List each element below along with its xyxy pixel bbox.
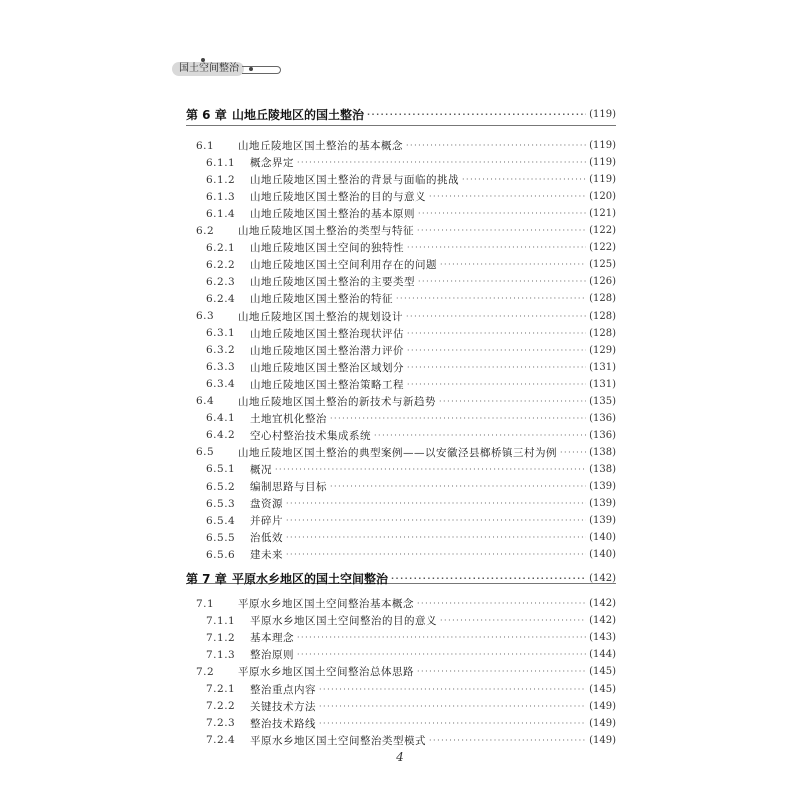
toc-subsection-entry[interactable] bbox=[186, 188, 616, 205]
toc-entry-title: 山地丘陵地区国土整治的典型案例——以安徽泾县榔桥镇三村为例 bbox=[238, 446, 557, 459]
toc-chapter-entry[interactable] bbox=[186, 104, 616, 124]
toc-entry-number: 6.3 bbox=[196, 310, 215, 322]
header-decor-line bbox=[242, 66, 281, 74]
toc-leader-dots bbox=[286, 550, 586, 559]
toc-leader-dots bbox=[367, 110, 586, 119]
toc-entry-page: (138) bbox=[589, 446, 616, 458]
toc-subsection-entry[interactable] bbox=[186, 732, 616, 749]
toc-entry-title: 整治重点内容 bbox=[250, 683, 316, 696]
toc-section-entry[interactable] bbox=[186, 137, 616, 154]
toc-leader-dots bbox=[319, 685, 586, 694]
toc-subsection-entry[interactable] bbox=[186, 359, 616, 376]
toc-leader-dots bbox=[407, 346, 586, 355]
toc-entry-number: 6.4.1 bbox=[206, 412, 236, 425]
toc-entry-page: (138) bbox=[589, 463, 616, 475]
toc-leader-dots bbox=[374, 431, 586, 440]
toc-entry-number: 6.4 bbox=[196, 395, 215, 408]
toc-leader-dots bbox=[439, 397, 586, 406]
toc-entry-page: (131) bbox=[589, 361, 616, 373]
toc-section-entry[interactable] bbox=[186, 663, 616, 680]
toc-subsection-entry[interactable] bbox=[186, 529, 616, 546]
toc-entry-title: 概况 bbox=[250, 463, 272, 476]
toc-entry-page: (145) bbox=[589, 666, 616, 678]
toc-entry-title: 山地丘陵地区国土整治的特征 bbox=[250, 293, 393, 306]
toc-section-entry[interactable] bbox=[186, 222, 616, 239]
toc-entry-title: 山地丘陵地区国土整治的目的与意义 bbox=[250, 191, 426, 204]
toc-subsection-entry[interactable] bbox=[186, 325, 616, 342]
toc-section-entry[interactable] bbox=[186, 308, 616, 325]
toc-leader-dots bbox=[319, 719, 586, 728]
toc-entry-page: (119) bbox=[589, 157, 616, 169]
toc-chapter-entry[interactable] bbox=[186, 568, 616, 588]
toc-leader-dots bbox=[319, 702, 586, 711]
toc-entry-title: 编制思路与目标 bbox=[250, 481, 327, 493]
toc-subsection-entry[interactable] bbox=[186, 427, 616, 444]
toc-entry-title: 山地丘陵地区国土整治的类型与特征 bbox=[238, 225, 414, 238]
toc-leader-dots bbox=[418, 277, 586, 286]
toc-entry-number: 7.2.2 bbox=[206, 700, 236, 713]
toc-leader-dots bbox=[417, 599, 586, 608]
toc-subsection-entry[interactable] bbox=[186, 205, 616, 222]
toc-leader-dots bbox=[560, 448, 586, 457]
running-header bbox=[172, 58, 282, 80]
toc-entry-number: 6.1.3 bbox=[206, 190, 236, 203]
toc-entry-number: 6.1 bbox=[196, 139, 215, 152]
toc-entry-page: (122) bbox=[589, 225, 616, 237]
toc-entry-page: (131) bbox=[589, 378, 616, 390]
toc-entry-number: 7.2.1 bbox=[206, 683, 236, 695]
toc-subsection-entry[interactable] bbox=[186, 273, 616, 290]
toc-subsection-entry[interactable] bbox=[186, 629, 616, 646]
toc-entry-title: 山地丘陵地区国土整治的新技术与新趋势 bbox=[238, 395, 436, 408]
toc-entry-number: 6.3.4 bbox=[206, 378, 236, 391]
toc-entry-number: 7.2.3 bbox=[206, 717, 236, 730]
toc-entry-page: (144) bbox=[589, 649, 616, 661]
toc-entry-number: 6.2.1 bbox=[206, 241, 236, 254]
toc-entry-number: 6.5.5 bbox=[206, 531, 236, 544]
toc-leader-dots bbox=[407, 243, 586, 252]
chapter-rule bbox=[186, 125, 616, 126]
toc-subsection-entry[interactable] bbox=[186, 698, 616, 715]
toc-entry-title: 山地丘陵地区国土整治策略工程 bbox=[250, 378, 404, 391]
toc-entry-page: (119) bbox=[589, 108, 616, 120]
toc-leader-dots bbox=[417, 667, 586, 676]
toc-entry-number: 7.1.1 bbox=[206, 614, 236, 627]
toc-entry-title: 平原水乡地区的国土空间整治 bbox=[232, 571, 389, 586]
page-number: 4 bbox=[396, 750, 404, 764]
toc-subsection-entry[interactable] bbox=[186, 171, 616, 188]
toc-subsection-entry[interactable] bbox=[186, 239, 616, 256]
toc-entry-page: (129) bbox=[589, 344, 616, 356]
toc-entry-page: (121) bbox=[589, 208, 616, 220]
toc-entry-page: (149) bbox=[589, 700, 616, 712]
toc-leader-dots bbox=[429, 736, 586, 745]
toc-subsection-entry[interactable] bbox=[186, 290, 616, 307]
toc-entry-number: 7.1.3 bbox=[206, 648, 236, 661]
toc-entry-number: 第 7 章 bbox=[186, 571, 227, 586]
toc-leader-dots bbox=[406, 141, 586, 150]
toc-entry-number: 6.5.1 bbox=[206, 463, 236, 476]
toc-entry-title: 山地丘陵地区国土整治现状评估 bbox=[250, 327, 404, 340]
toc-leader-dots bbox=[418, 209, 586, 218]
toc-entry-page: (136) bbox=[589, 429, 616, 441]
toc-section-entry[interactable] bbox=[186, 444, 616, 461]
toc-entry-number: 7.1.2 bbox=[206, 631, 236, 644]
toc-subsection-entry[interactable] bbox=[186, 715, 616, 732]
toc-entry-number: 6.3.3 bbox=[206, 361, 236, 374]
toc-entry-title: 山地丘陵地区国土整治的基本概念 bbox=[238, 140, 403, 152]
toc-entry-title: 山地丘陵地区国土整治潜力评价 bbox=[250, 344, 404, 357]
toc-leader-dots bbox=[391, 574, 586, 583]
toc-entry-page: (142) bbox=[589, 598, 616, 609]
toc-entry-page: (119) bbox=[589, 174, 616, 186]
toc-entry-title: 并碎片 bbox=[250, 515, 283, 528]
toc-entry-page: (149) bbox=[589, 734, 616, 746]
toc-entry-title: 盘资源 bbox=[250, 498, 283, 511]
toc-entry-page: (149) bbox=[589, 717, 616, 729]
toc-entry-number: 6.1.2 bbox=[206, 173, 236, 186]
toc-entry-page: (128) bbox=[589, 310, 616, 322]
toc-subsection-entry[interactable] bbox=[186, 512, 616, 529]
toc-entry-title: 平原水乡地区国土空间整治基本概念 bbox=[238, 598, 414, 610]
toc-leader-dots bbox=[297, 650, 586, 659]
toc-entry-page: (140) bbox=[589, 532, 616, 544]
toc-entry-number: 7.2.4 bbox=[206, 734, 236, 747]
toc-subsection-entry[interactable] bbox=[186, 646, 616, 663]
toc-entry-number: 第 6 章 bbox=[186, 107, 227, 122]
toc-entry-number: 6.3.2 bbox=[206, 344, 236, 357]
toc-entry-page: (128) bbox=[589, 293, 616, 305]
toc-entry-number: 7.1 bbox=[196, 597, 215, 610]
toc-entry-title: 平原水乡地区国土空间整治总体思路 bbox=[238, 666, 414, 679]
toc-entry-title: 山地丘陵地区国土整治的背景与面临的挑战 bbox=[250, 174, 459, 187]
toc-entry-page: (135) bbox=[589, 395, 616, 407]
toc-subsection-entry[interactable] bbox=[186, 342, 616, 359]
toc-leader-dots bbox=[462, 175, 586, 184]
toc-entry-title: 山地丘陵地区国土整治区域划分 bbox=[250, 361, 404, 374]
toc-leader-dots bbox=[429, 192, 586, 201]
toc-subsection-entry[interactable] bbox=[186, 612, 616, 629]
toc-leader-dots bbox=[406, 312, 586, 321]
toc-entry-page: (126) bbox=[589, 276, 616, 288]
toc-leader-dots bbox=[440, 616, 586, 625]
toc-entry-page: (120) bbox=[589, 191, 616, 203]
toc-entry-number: 6.5.2 bbox=[206, 480, 236, 493]
toc-entry-title: 平原水乡地区国土空间整治类型模式 bbox=[250, 734, 426, 747]
toc-entry-number: 6.2.4 bbox=[206, 292, 236, 305]
toc-leader-dots bbox=[286, 516, 586, 525]
toc-entry-title: 概念界定 bbox=[250, 157, 294, 170]
toc-entry-page: (139) bbox=[589, 498, 616, 510]
header-tab-label: 国土空间整治 bbox=[179, 63, 239, 74]
toc-entry-number: 6.5.4 bbox=[206, 514, 236, 527]
toc-leader-dots bbox=[330, 414, 586, 423]
toc-entry-page: (128) bbox=[589, 327, 616, 339]
toc-entry-page: (145) bbox=[589, 683, 616, 695]
toc-section-entry[interactable] bbox=[186, 595, 616, 612]
toc-section-entry[interactable] bbox=[186, 393, 616, 410]
toc-entry-title: 山地丘陵地区国土整治的基本原则 bbox=[250, 208, 415, 221]
toc-entry-number: 6.2.3 bbox=[206, 275, 236, 288]
toc-entry-title: 整治原则 bbox=[250, 649, 294, 662]
toc-entry-page: (136) bbox=[589, 412, 616, 424]
toc-entry-page: (122) bbox=[589, 242, 616, 254]
toc-entry-page: (143) bbox=[589, 632, 616, 644]
toc-entry-page: (125) bbox=[589, 259, 616, 271]
toc-leader-dots bbox=[297, 633, 586, 642]
toc-entry-number: 6.1.4 bbox=[206, 207, 236, 220]
toc-entry-number: 6.3.1 bbox=[206, 327, 236, 340]
toc-subsection-entry[interactable] bbox=[186, 461, 616, 478]
toc-leader-dots bbox=[297, 158, 586, 167]
toc-entry-page: (139) bbox=[589, 515, 616, 527]
toc-leader-dots bbox=[407, 380, 586, 389]
toc-leader-dots bbox=[396, 294, 586, 303]
toc-entry-title: 建未来 bbox=[250, 549, 283, 562]
toc-leader-dots bbox=[417, 226, 586, 235]
toc-entry-title: 平原水乡地区国土空间整治的目的意义 bbox=[250, 615, 437, 628]
toc-entry-title: 土地宜机化整治 bbox=[250, 412, 327, 425]
toc-entry-page: (139) bbox=[589, 481, 616, 492]
toc-entry-title: 山地丘陵地区的国土整治 bbox=[232, 107, 365, 122]
toc-subsection-entry[interactable] bbox=[186, 681, 616, 698]
toc-leader-dots bbox=[407, 363, 586, 372]
toc-entry-number: 6.5.3 bbox=[206, 497, 236, 510]
toc-entry-title: 关键技术方法 bbox=[250, 700, 316, 713]
toc-entry-title: 山地丘陵地区国土整治的主要类型 bbox=[250, 276, 415, 289]
toc-leader-dots bbox=[407, 329, 586, 338]
toc-entry-title: 整治技术路线 bbox=[250, 717, 316, 730]
toc-subsection-entry[interactable] bbox=[186, 546, 616, 563]
header-decor-dot bbox=[249, 67, 253, 71]
toc-entry-page: (142) bbox=[589, 572, 616, 584]
toc-entry-number: 7.2 bbox=[196, 665, 215, 678]
toc-entry-number: 6.1.1 bbox=[206, 156, 236, 169]
toc-entry-title: 山地丘陵地区国土空间的独特性 bbox=[250, 242, 404, 255]
toc-entry-number: 6.5.6 bbox=[206, 548, 236, 561]
toc-entry-number: 6.5 bbox=[196, 446, 215, 459]
toc-leader-dots bbox=[286, 499, 586, 508]
toc-entry-number: 6.2 bbox=[196, 224, 215, 237]
toc-leader-dots bbox=[275, 465, 586, 474]
toc-subsection-entry[interactable] bbox=[186, 376, 616, 393]
toc-subsection-entry[interactable] bbox=[186, 495, 616, 512]
toc-entry-page: (142) bbox=[589, 615, 616, 627]
toc-entry-page: (140) bbox=[589, 549, 616, 561]
toc-entry-title: 基本理念 bbox=[250, 632, 294, 645]
toc-leader-dots bbox=[330, 482, 586, 491]
toc-entry-title: 治低效 bbox=[250, 532, 283, 545]
toc-leader-dots bbox=[440, 260, 586, 269]
toc-subsection-entry[interactable] bbox=[186, 410, 616, 427]
toc-entry-title: 空心村整治技术集成系统 bbox=[250, 429, 371, 442]
toc-subsection-entry[interactable] bbox=[186, 256, 616, 273]
toc-leader-dots bbox=[286, 533, 586, 542]
toc-entry-number: 6.4.2 bbox=[206, 429, 236, 442]
toc-subsection-entry[interactable] bbox=[186, 478, 616, 495]
toc-entry-number: 6.2.2 bbox=[206, 258, 236, 271]
toc-entry-title: 山地丘陵地区国土空间利用存在的问题 bbox=[250, 259, 437, 272]
toc-subsection-entry[interactable] bbox=[186, 154, 616, 171]
toc-entry-title: 山地丘陵地区国土整治的规划设计 bbox=[238, 310, 403, 323]
toc-entry-page: (119) bbox=[589, 140, 616, 151]
